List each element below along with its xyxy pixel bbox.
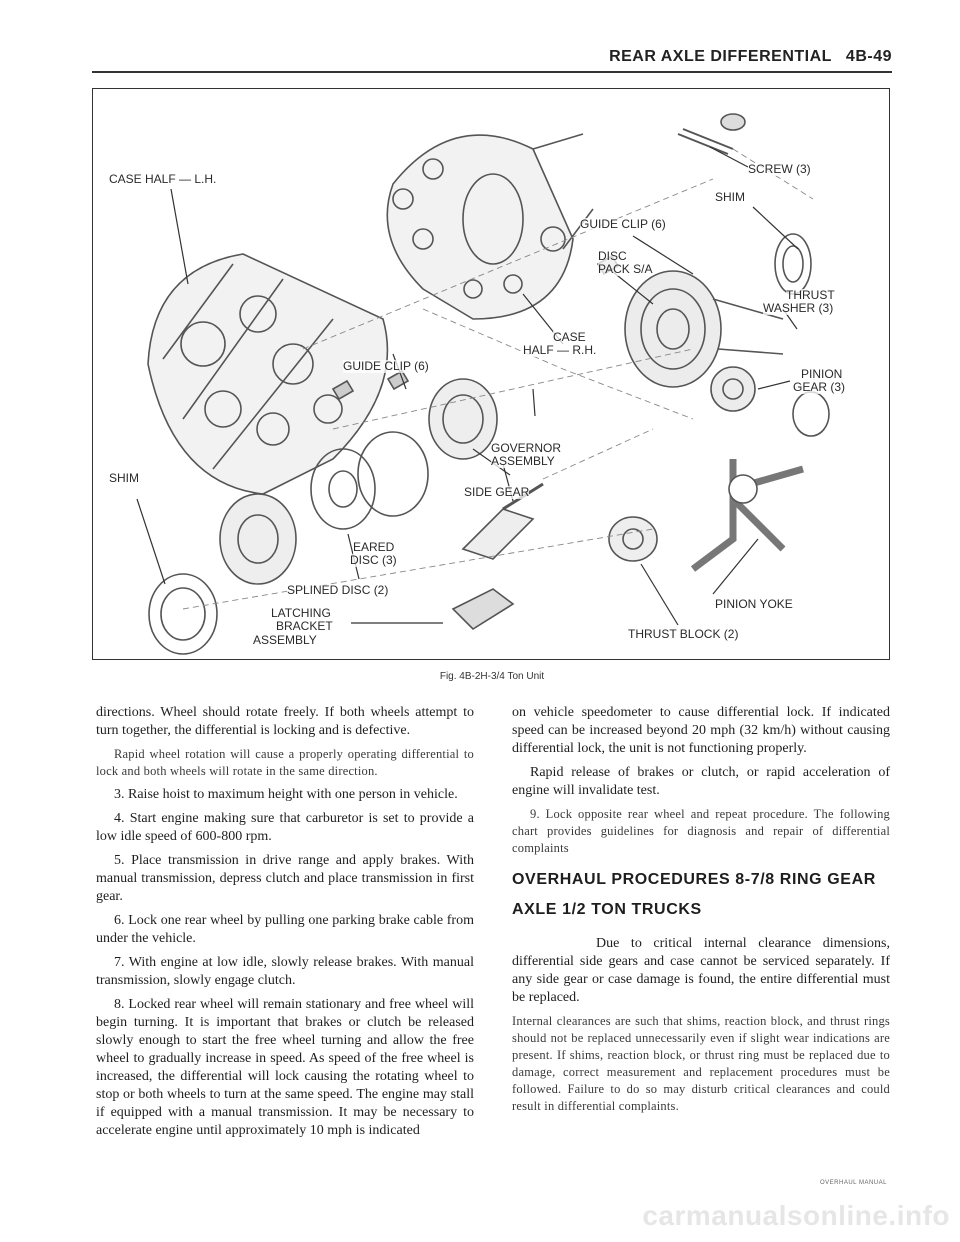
footer-small-text: OVERHAUL MANUAL bbox=[820, 1180, 887, 1186]
case-half-rh-drawing bbox=[387, 134, 593, 319]
label-governor-line2: ASSEMBLY bbox=[491, 454, 555, 468]
label-governor-line1: GOVERNOR bbox=[491, 441, 562, 455]
thrust-washer-drawing bbox=[775, 234, 811, 294]
paragraph: Due to critical internal clearance dimensions, differential side gears and case cannot be serviced separately. If any side gear or case damage is found, the entire differential must be replaced. bbox=[512, 936, 890, 1005]
page-number: 4B-49 bbox=[845, 48, 892, 65]
exploded-diagram bbox=[92, 88, 890, 660]
watermark: carmanualsonline.info bbox=[642, 1200, 950, 1231]
case-half-lh-drawing bbox=[148, 254, 387, 494]
label-splined-disc: SPLINED DISC (2) bbox=[287, 583, 389, 597]
label-latching-line1: LATCHING bbox=[271, 606, 331, 620]
left-column bbox=[96, 704, 474, 1146]
label-pinion-yoke: PINION YOKE bbox=[715, 597, 793, 611]
step-8: 8. Locked rear wheel will remain stationary and free wheel will begin turning. It is important that brakes or clutch be released slowly enough to start the free wheel turning and allow the free wheel to gradually increase in speed. As speed of the free wheel is increased, the differential will lock causing the rotating wheel to stop or both wheels to turn at the same speed. The engine may stall if equipped with a manual transmission. It may be necessary to accelerate engine until approximately 10 mph is indicated bbox=[96, 997, 474, 1138]
step-4: 4. Start engine making sure that carburetor is set to provide a low idle speed of 600-800 rpm. bbox=[96, 811, 474, 844]
page-header bbox=[0, 48, 892, 66]
label-disc-pack-line2: PACK S/A bbox=[598, 262, 653, 276]
paragraph-note: Internal clearances are such that shims, reaction block, and thrust rings should not be replaced unnecessarily even if slight wear indications are present. If shims, reaction block, or thrust ring must be replaced due to damage, correct measurement and replacement procedures must be followed. Failure to do so may disturb critical clearances and could result in differential complaints. bbox=[512, 1014, 890, 1113]
label-case-half-lh: CASE HALF — L.H. bbox=[109, 172, 217, 186]
thrust-block-drawing bbox=[609, 517, 657, 561]
label-eared-disc-line1: EARED bbox=[353, 540, 395, 554]
label-thrust-washer-line2: WASHER (3) bbox=[763, 301, 834, 315]
side-gear-drawing bbox=[429, 379, 497, 459]
shim-left-drawing bbox=[149, 574, 217, 654]
right-column bbox=[512, 704, 890, 1121]
step-6: 6. Lock one rear wheel by pulling one parking brake cable from under the vehicle. bbox=[96, 913, 474, 946]
label-guide-clip-mid: GUIDE CLIP (6) bbox=[343, 359, 429, 373]
section-heading-line2: AXLE 1/2 TON TRUCKS bbox=[512, 901, 702, 918]
disc-pack-drawing bbox=[625, 271, 783, 387]
step-9: 9. Lock opposite rear wheel and repeat procedure. The following chart provides guidelines for diagnosis and repair of differential complaints bbox=[512, 807, 890, 855]
label-disc-pack-line1: DISC bbox=[598, 249, 627, 263]
splined-disc-drawing bbox=[220, 494, 296, 584]
label-screw: SCREW (3) bbox=[748, 162, 811, 176]
label-latching-line3: ASSEMBLY bbox=[253, 633, 317, 647]
label-eared-disc-line2: DISC (3) bbox=[350, 553, 397, 567]
header-rule bbox=[92, 71, 892, 73]
section-heading-line1: OVERHAUL PROCEDURES 8-7/8 RING GEAR bbox=[512, 871, 876, 888]
paragraph: on vehicle speedometer to cause differential lock. If indicated speed can be increased beyond 20 mph (32 km/h) without causing differential lock, the unit is not functioning properly. bbox=[512, 705, 890, 756]
latching-bracket-drawing bbox=[453, 589, 513, 629]
header-title: REAR AXLE DIFFERENTIAL bbox=[609, 48, 832, 65]
step-5: 5. Place transmission in drive range and apply brakes. With manual transmission, depress clutch and place transmission in first gear. bbox=[96, 853, 474, 904]
label-side-gear: SIDE GEAR bbox=[464, 485, 530, 499]
label-case-half-rh-line1: CASE bbox=[553, 330, 586, 344]
step-3: 3. Raise hoist to maximum height with one person in vehicle. bbox=[114, 787, 458, 802]
label-latching-line2: BRACKET bbox=[276, 619, 333, 633]
label-case-half-rh-line2: HALF — R.H. bbox=[523, 343, 597, 357]
paragraph: Rapid release of brakes or clutch, or rapid acceleration of engine will invalidate test. bbox=[512, 765, 890, 798]
label-pinion-gear-line2: GEAR (3) bbox=[793, 380, 846, 394]
figure-caption: Fig. 4B-2H-3/4 Ton Unit bbox=[439, 671, 545, 682]
label-shim-left: SHIM bbox=[109, 471, 139, 485]
label-shim-top: SHIM bbox=[715, 190, 745, 204]
label-thrust-washer-line1: THRUST bbox=[786, 288, 835, 302]
section-heading bbox=[512, 865, 890, 925]
paragraph: directions. Wheel should rotate freely. If both wheels attempt to turn together, the differential is locking and is defective. bbox=[96, 705, 474, 738]
pinion-yoke-drawing bbox=[693, 392, 829, 569]
pinion-gear-drawing bbox=[711, 367, 755, 411]
label-thrust-block: THRUST BLOCK (2) bbox=[628, 627, 739, 641]
label-guide-clip-top: GUIDE CLIP (6) bbox=[580, 217, 666, 231]
paragraph-note: Rapid wheel rotation will cause a properly operating differential to lock and both wheels will rotate in the same direction. bbox=[96, 747, 474, 778]
step-7: 7. With engine at low idle, slowly release brakes. With manual transmission, slowly engage clutch. bbox=[96, 955, 474, 988]
label-pinion-gear-line1: PINION bbox=[801, 367, 843, 381]
